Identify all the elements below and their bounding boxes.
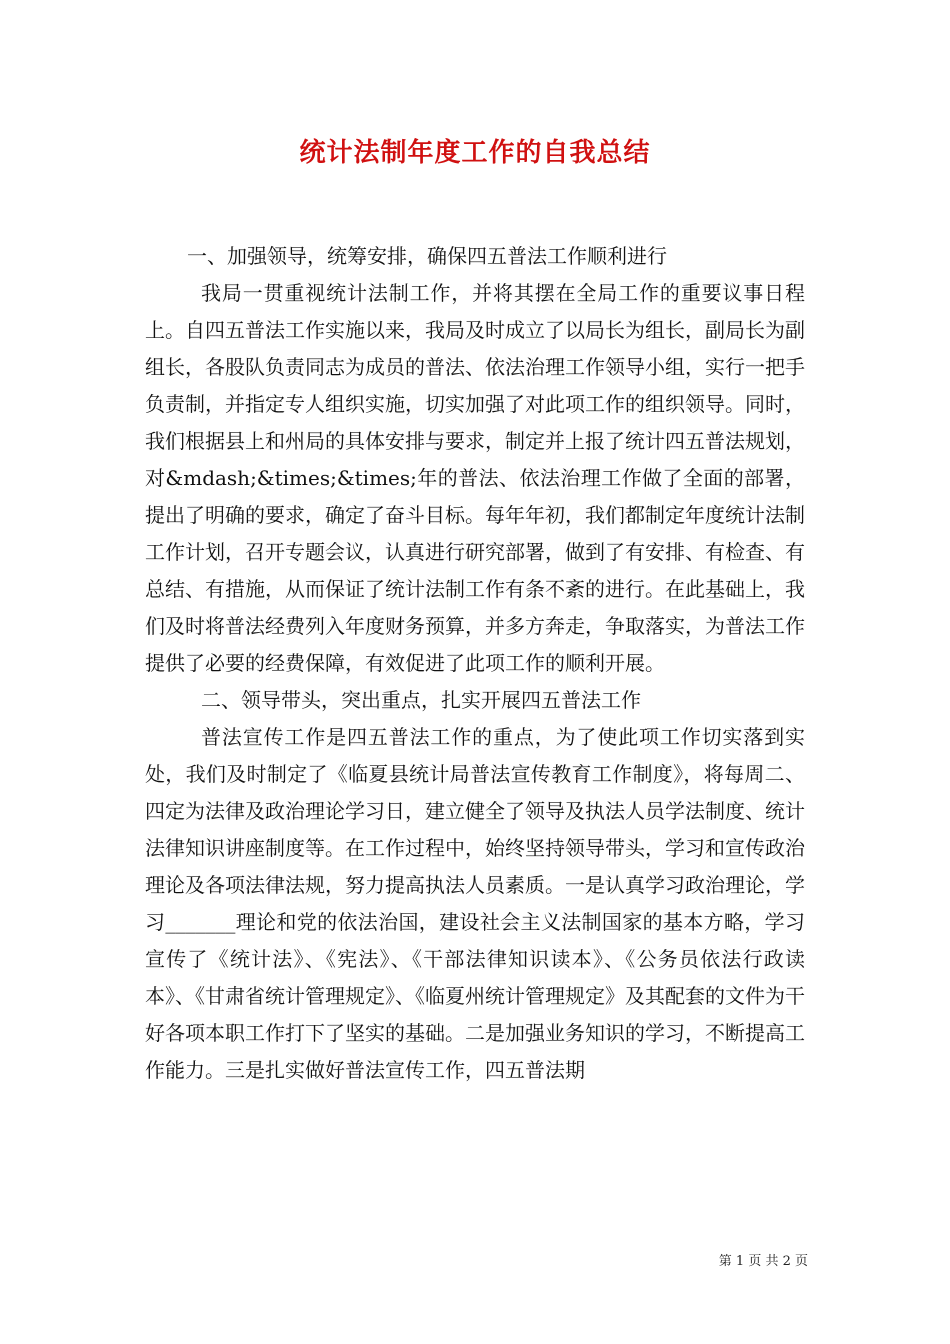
section-1-paragraph: 我局一贯重视统计法制工作，并将其摆在全局工作的重要议事日程上。自四五普法工作实施以来，我局及时成立了以局长为组长，副局长为副组长，各股队负责同志为成员的普法、依法治理工作领导小组，实行一把手负责制，并指定专人组织实施，切实加强了对此项工作的组织领导。同时，我们根据县上和州局的具体安排与要求，制定并上报了统计四五普法规划，对&mdash;&times;&times;年的普法、依法治理工作做了全面的部署，提出了明确的要求，确定了奋斗目标。每年年初，我们都制定年度统计法制工作计划，召开专题会议，认真进行研究部署，做到了有安排、有检查、有总结、有措施，从而保证了统计法制工作有条不紊的进行。在此基础上，我们及时将普法经费列入年度财务预算，并多方奔走，争取落实，为普法工作提供了必要的经费保障，有效促进了此项工作的顺利开展。 (145, 281, 805, 675)
section-2-heading: 二、领导带头，突出重点，扎实开展四五普法工作 (201, 688, 641, 712)
section-2-paragraph: 普法宣传工作是四五普法工作的重点，为了使此项工作切实落到实处，我们及时制定了《临夏县统计局普法宣传教育工作制度》，将每周二、四定为法律及政治理论学习日，建立健全了领导及执法人员学法制度、统计法律知识讲座制度等。在工作过程中，始终坚持领导带头，学习和宣传政治理论及各项法律法规，努力提高执法人员素质。一是认真学习政治理论，学习_______理论和党的依法治国，建设社会主义法制国家的基本方略，学习宣传了《统计法》、《宪法》、《干部法律知识读本》、《公务员依法行政读本》、《甘肃省统计管理规定》、《临夏州统计管理规定》及其配套的文件为干好各项本职工作打下了坚实的基础。二是加强业务知识的学习，不断提高工作能力。三是扎实做好普法宣传工作，四五普法期 (145, 725, 805, 1082)
section-1-heading: 一、加强领导，统筹安排，确保四五普法工作顺利进行 (187, 244, 667, 268)
document-title: 统计法制年度工作的自我总结 (299, 138, 651, 168)
page-number: 第 1 页 共 2 页 (718, 1254, 808, 1269)
document-body (145, 238, 805, 1089)
